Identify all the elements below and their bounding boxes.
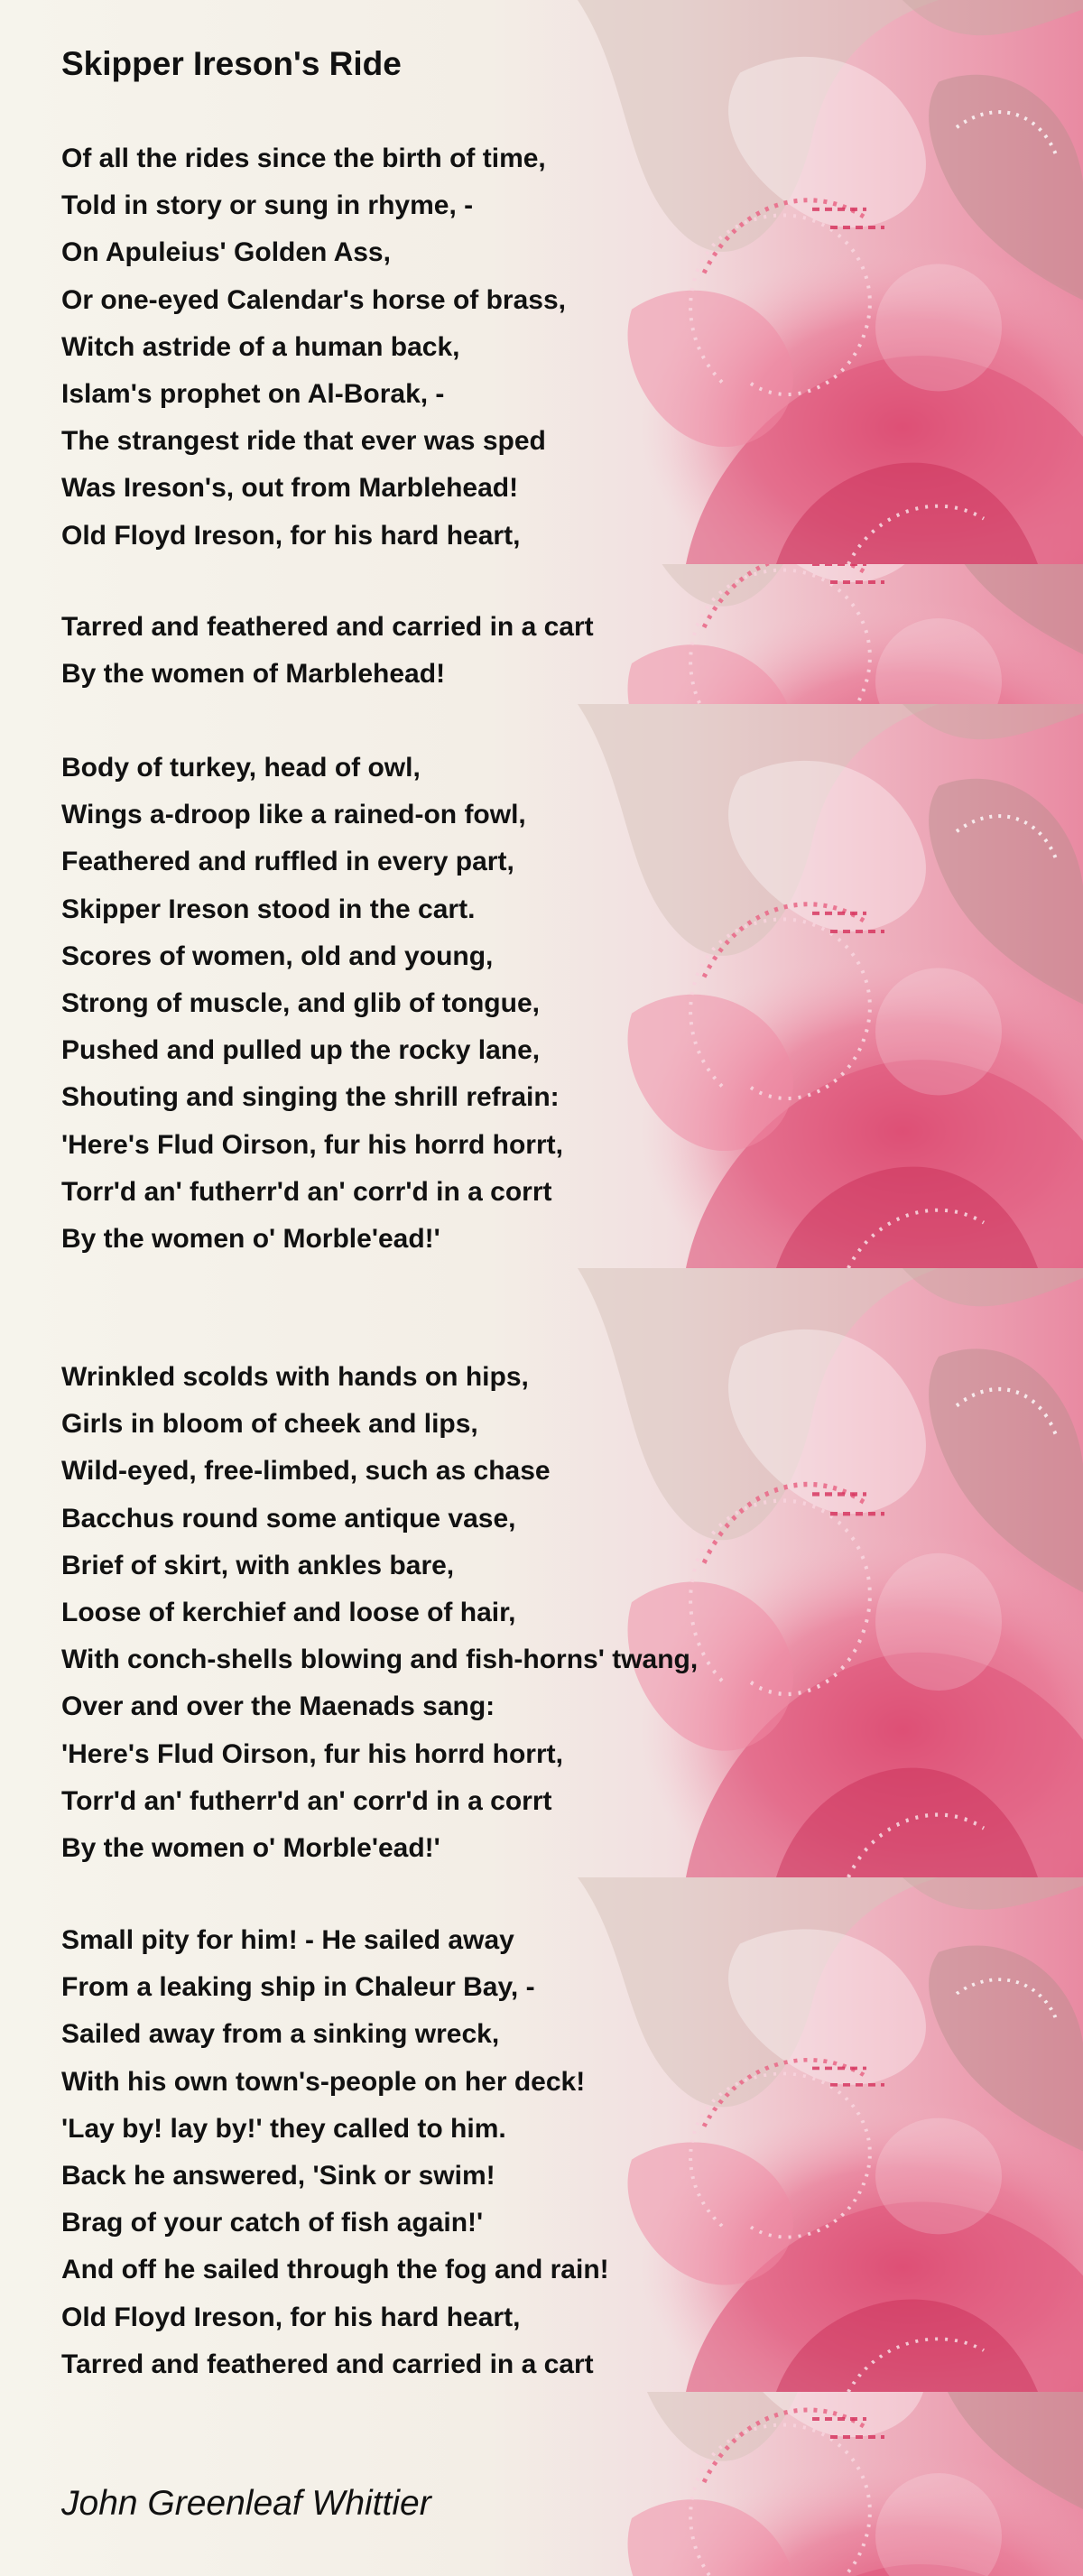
poem-line: Feathered and ruffled in every part, [61, 847, 514, 877]
stanza-3 [61, 745, 563, 1263]
poem-line: With his own town's-people on her deck! [61, 2066, 586, 2097]
poem-line: Or one-eyed Calendar's horse of brass, [61, 284, 566, 315]
poem-line: Over and over the Maenads sang: [61, 1691, 495, 1722]
poem-line: Skipper Ireson stood in the cart. [61, 894, 476, 924]
poem-line: By the women o' Morble'ead!' [61, 1223, 440, 1254]
poem-line: The strangest ride that ever was sped [61, 426, 546, 457]
poem-line: Brag of your catch of fish again!' [61, 2208, 484, 2238]
poem-line: Girls in bloom of cheek and lips, [61, 1409, 478, 1440]
poem-line: Loose of kerchief and loose of hair, [61, 1597, 516, 1627]
poem-line: Tarred and feathered and carried in a cart [61, 2349, 594, 2379]
poem-line: 'Here's Flud Oirson, fur his horrd horrt, [61, 1738, 563, 1769]
poem-line: Old Floyd Ireson, for his hard heart, [61, 520, 521, 551]
poem-line: Torr'd an' futherr'd an' corr'd in a corrt [61, 1785, 552, 1816]
poem-author: John Greenleaf Whittier [61, 2484, 431, 2523]
stanza-1 [61, 135, 566, 560]
poem-line: From a leaking ship in Chaleur Bay, - [61, 1972, 535, 2003]
poem-line: Tarred and feathered and carried in a cart [61, 612, 594, 642]
poem-line: Was Ireson's, out from Marblehead! [61, 473, 519, 504]
poem-line: Shouting and singing the shrill refrain: [61, 1082, 560, 1113]
poem-line: Pushed and pulled up the rocky lane, [61, 1035, 541, 1066]
poem-line: And off he sailed through the fog and rain! [61, 2255, 609, 2285]
poem-line: Brief of skirt, with ankles bare, [61, 1550, 455, 1580]
stanza-4 [61, 1354, 698, 1872]
poem-line: Body of turkey, head of owl, [61, 753, 421, 783]
poem-line: Old Floyd Ireson, for his hard heart, [61, 2302, 521, 2332]
stanza-2 [61, 604, 594, 698]
poem-line: On Apuleius' Golden Ass, [61, 237, 391, 268]
poem-line: 'Here's Flud Oirson, fur his horrd horrt, [61, 1129, 563, 1160]
poem-line: Told in story or sung in rhyme, - [61, 190, 474, 221]
poem-line: Wings a-droop like a rained-on fowl, [61, 800, 526, 830]
poem-line: Strong of muscle, and glib of tongue, [61, 987, 540, 1018]
poem-line: Back he answered, 'Sink or swim! [61, 2160, 495, 2191]
poem-line: 'Lay by! lay by!' they called to him. [61, 2113, 506, 2144]
poem-line: With conch-shells blowing and fish-horns' twang, [61, 1645, 699, 1675]
poem-line: Islam's prophet on Al-Borak, - [61, 378, 445, 409]
poem-line: Scores of women, old and young, [61, 941, 494, 971]
poem-line: Bacchus round some antique vase, [61, 1503, 516, 1534]
poem-line: By the women o' Morble'ead!' [61, 1832, 440, 1863]
poem-title: Skipper Ireson's Ride [61, 45, 402, 82]
poem-line: Wild-eyed, free-limbed, such as chase [61, 1456, 551, 1487]
poem-line: Witch astride of a human back, [61, 331, 460, 362]
poem-line: Small pity for him! - He sailed away [61, 1925, 514, 1955]
poem-line: By the women of Marblehead! [61, 659, 446, 690]
poem-line: Sailed away from a sinking wreck, [61, 2019, 500, 2050]
poem-line: Torr'd an' futherr'd an' corr'd in a corrt [61, 1176, 552, 1207]
poem-line: Of all the rides since the birth of time, [61, 144, 546, 173]
stanza-5 [61, 1917, 609, 2388]
poem-line: Wrinkled scolds with hands on hips, [61, 1362, 529, 1392]
